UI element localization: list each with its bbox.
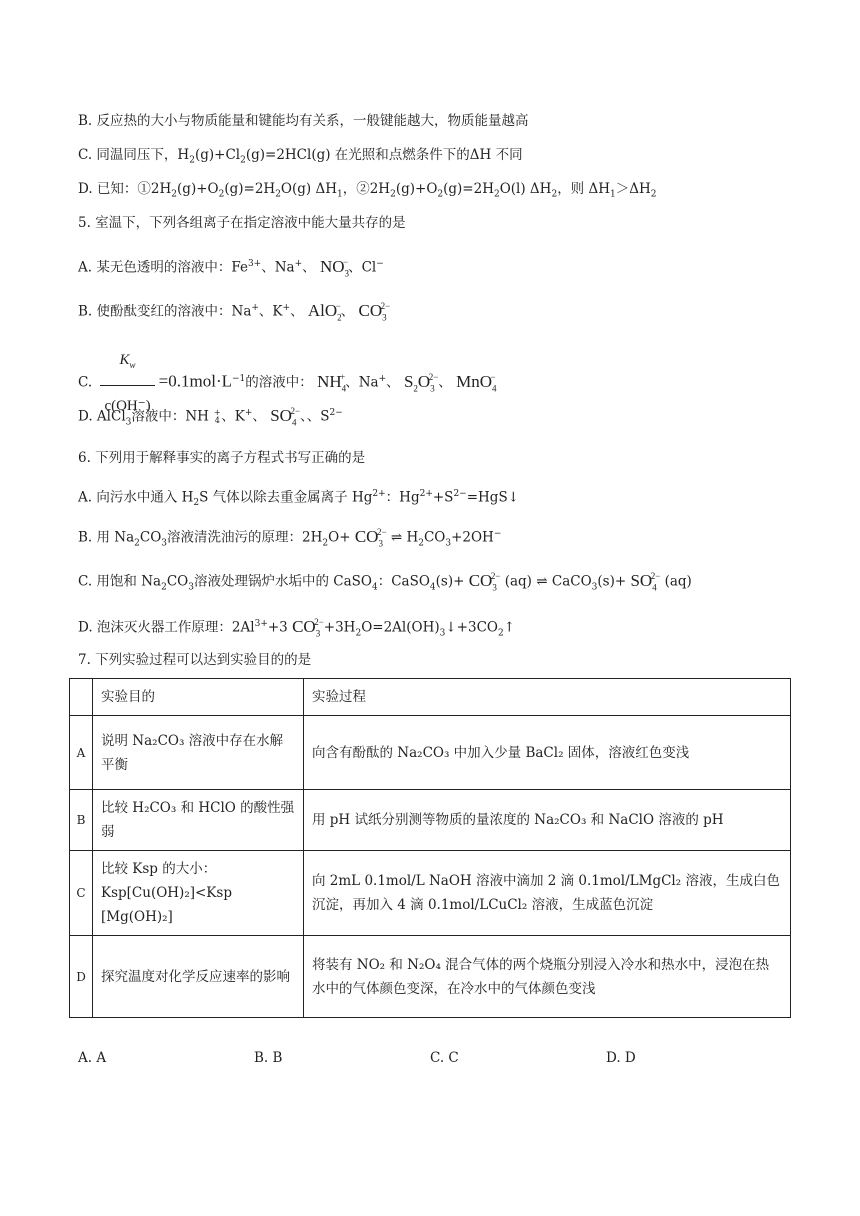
q7-stem: 7. 下列实验过程可以达到实验目的的是 [78, 652, 312, 668]
row-label: C [70, 851, 93, 936]
process-cell: 向 2mL 0.1mol/L NaOH 溶液中滴加 2 滴 0.1mol/LMgCl₂ 溶液，生成白色沉淀，再加入 4 滴 0.1mol/LCuCl₂ 溶液，生成蓝色沉淀 [304, 851, 791, 936]
row-label: D [70, 936, 93, 1018]
experiment-table [69, 678, 791, 1018]
table-row [70, 716, 791, 790]
thiosulfate-ion: $S_2O_3^{2-}$ [403, 371, 439, 393]
table-header: 实验目的 [93, 679, 304, 716]
table-header-row [70, 679, 791, 716]
ammonium-subscript: + 4 [213, 408, 221, 426]
q5-option-a: A. 某无色透明的溶液中：$Fe^{3+}$、Na+、 $NO_3^-$、Cl− [78, 256, 384, 279]
q6-stem: 6. 下列用于解释事实的离子方程式书写正确的是 [78, 450, 366, 466]
table-header: 实验过程 [304, 679, 791, 716]
permanganate-ion: MnO$_4$− [456, 371, 497, 393]
carbonate-ion: $CO_3^{2-}$ [358, 300, 391, 323]
process-cell: 向含有酚酞的 Na₂CO₃ 中加入少量 BaCl₂ 固体，溶液红色变浅 [304, 716, 791, 790]
q4-option-b: B. 反应热的大小与物质能量和键能均有关系，一般键能越大，物质能量越高 [78, 113, 529, 129]
purpose-cell: 比较 Ksp 的大小：Ksp[Cu(OH)₂]<Ksp [Mg(OH)₂] [93, 851, 304, 936]
q7-option-c: C. C [430, 1050, 459, 1066]
process-cell: 用 pH 试纸分别测等物质的量浓度的 Na₂CO₃ 和 NaClO 溶液的 pH [304, 790, 791, 851]
equilibrium-arrow-icon: ⇌ [390, 529, 403, 546]
q5-option-c: C. $\frac{K_w}{c(OH^-)}$ $=0.1mol\cdot L^{-1}$的溶液中： $NH_4^+$、Na+、 $S_2O_3^{2-}$、 MnO$_4$− [78, 340, 496, 380]
q6-option-a: A. 向污水中通入 $H_2S$ 气体以除去重金属离子 $Hg^{2+}$：$Hg^{2+}+S^{2-}=HgS↓$ [78, 489, 520, 509]
carbonate-ion: $CO_3^{2-}$ [468, 570, 501, 593]
q5-option-d: D. AlCl$_3$溶液中：NH + 4、K+、 $SO_4^{2-}$、、$S^{2-}$ [78, 405, 343, 428]
aluminate-ion: AlO$_2$− [307, 300, 342, 323]
row-label: A [70, 716, 93, 790]
equilibrium-arrow-icon: ⇌ [536, 573, 548, 590]
carbonate-ion: $CO_3^{2-}$ [292, 616, 324, 639]
q5-option-b: B. 使酚酞变红的溶液中：Na+、K+、 AlO$_2$−、 $CO_3^{2-}$ [78, 300, 391, 323]
sulfate-ion: $SO_4^{2-}$ [270, 405, 301, 428]
ammonium-ion: $NH_4^+$ [317, 371, 347, 393]
purpose-cell: 探究温度对化学反应速率的影响 [93, 936, 304, 1018]
q6-option-d: D. 泡沫灭火器工作原理：$2Al^{3+}+3$ $CO_3^{2-}+3H_2O=2Al(OH)_3↓+3CO_2↑$ [78, 616, 516, 639]
q7-option-d: D. D [606, 1050, 636, 1066]
q6-option-c: C. 用饱和 $Na_2CO_3$溶液处理锅炉水垢中的 CaSO$_4$：CaSO$_4$(s)+ $CO_3^{2-}$ (aq) ⇌ CaCO$_3$(s)+ $SO_4^{2-}$ (aq) [78, 570, 692, 593]
table-cell [70, 679, 93, 716]
row-label: B [70, 790, 93, 851]
q4-option-c: C. 同温同压下，$H_2(g)+Cl_2(g)=2HCl(g)$ 在光照和点燃条件下的ΔH 不同 [78, 147, 523, 166]
process-cell: 将装有 NO₂ 和 N₂O₄ 混合气体的两个烧瓶分别浸入冷水和热水中，浸泡在热水中的气体颜色变深，在冷水中的气体颜色变浅 [304, 936, 791, 1018]
table-row [70, 936, 791, 1018]
q4-option-d: D. 已知：$①2H_2(g)+O_2(g)=2H_2O(g)$ $\Delta H_1$，$②2H_2(g)+O_2(g)=2H_2O(l)$ $\Delta H_2$，则 $\Delta H_1>\Delta H_2$ [78, 181, 657, 200]
q6-option-b: B. 用 $Na_2CO_3$溶液清洗油污的原理：$2H_2O+ CO_3^{2-}$ ⇌ $H_2CO_3+2OH^-$ [78, 526, 502, 549]
purpose-cell: 比较 H₂CO₃ 和 HClO 的酸性强弱 [93, 790, 304, 851]
table-row [70, 851, 791, 936]
carbonate-ion: $CO_3^{2-}$ [354, 526, 387, 549]
kw-fraction: $\frac{K_w}{c(OH^-)}$ [100, 340, 154, 426]
q7-option-b: B. B [254, 1050, 283, 1066]
purpose-cell: 说明 Na₂CO₃ 溶液中存在水解平衡 [93, 716, 304, 790]
q7-option-a: A. A [78, 1050, 107, 1066]
sulfate-ion: $SO_4^{2-}$ [630, 570, 661, 593]
q5-stem: 5. 室温下，下列各组离子在指定溶液中能大量共存的是 [78, 215, 406, 231]
nitrate-ion: $NO_3^-$ [319, 256, 350, 279]
table-row [70, 790, 791, 851]
